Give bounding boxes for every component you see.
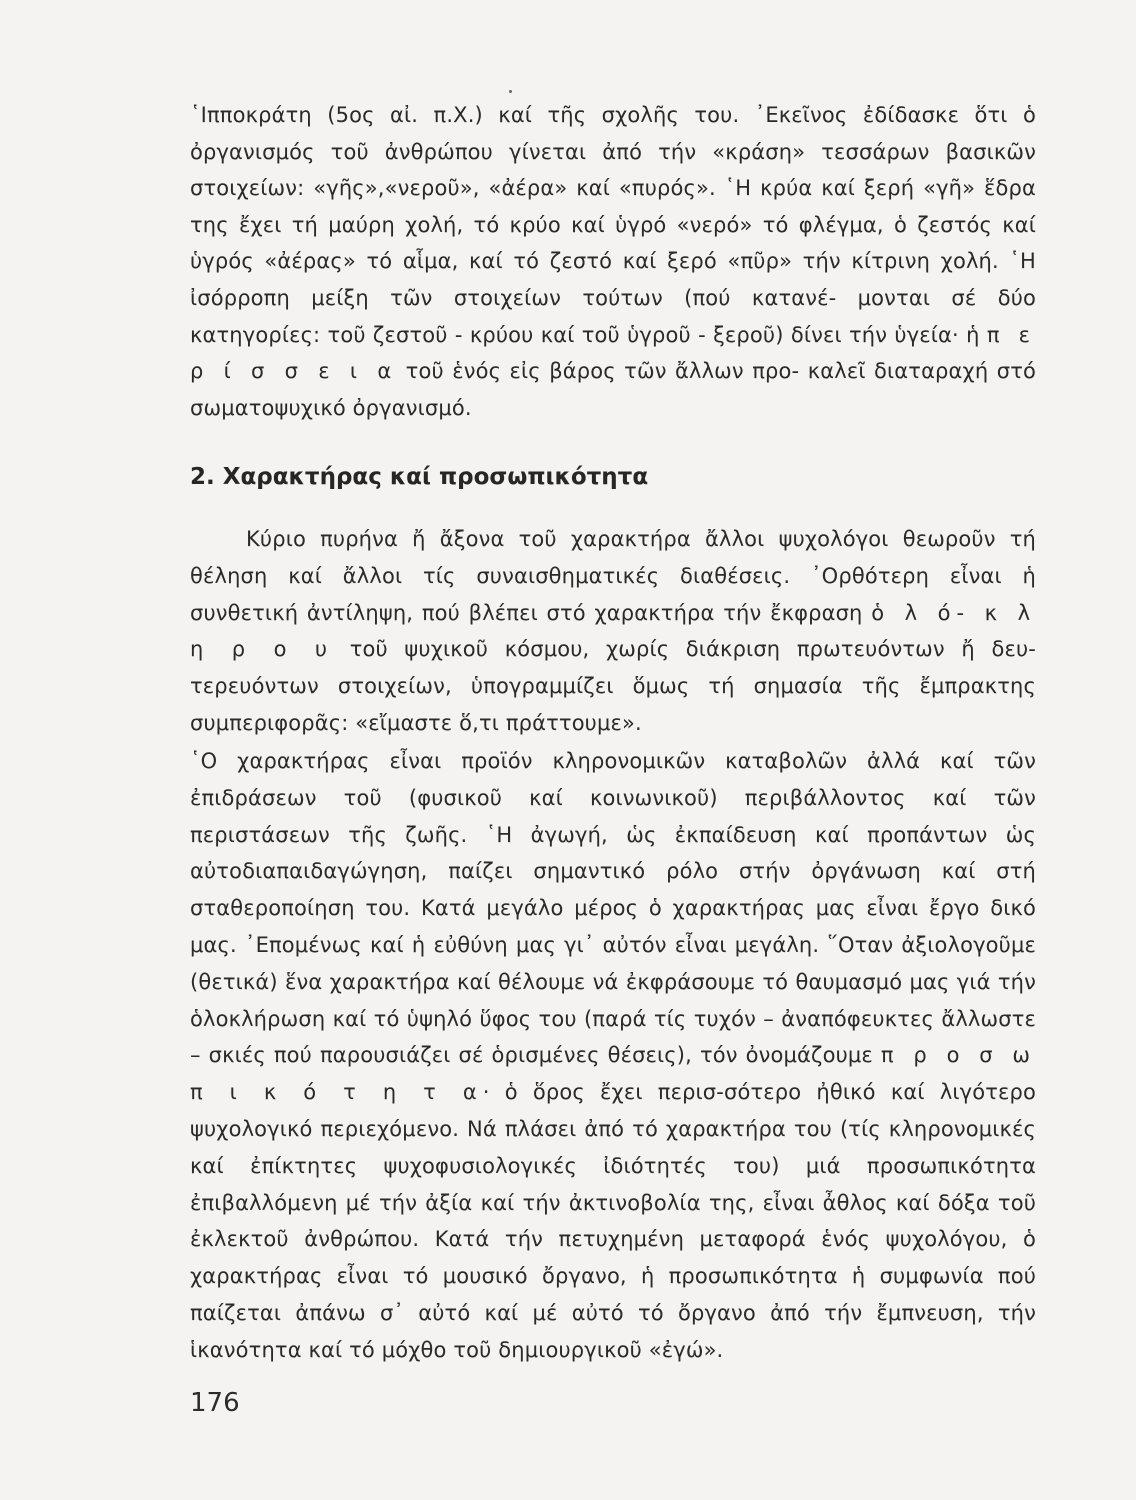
line: δίνει τήν ὑγεία· ἡ <box>790 322 980 347</box>
line: ὀργανισμός τοῦ ἀνθρώπου γίνεται ἀπό τήν «κράση» τεσσάρων βασικῶν <box>190 139 1036 164</box>
line: μονται σέ δύο κατηγορίες: τοῦ ζεστοῦ - κρύου καί τοῦ ὑγροῦ - ξεροῦ) <box>190 285 1036 347</box>
line: ζεστός καί ὑγρός «ἀέρας» τό αἷμα, καί τό ζεστό καί ξερό «πῦρ» τήν <box>190 212 1037 274</box>
page-number: 176 <box>190 1388 240 1418</box>
paragraph-character-core <box>190 521 1036 742</box>
line: ἕδρα της ἔχει τή μαύρη χολή, τό κρύο καί ὑγρό «νερό» τό φλέγμα, ὁ <box>190 176 1036 237</box>
text-run: ῾Ο χαρακτήρας εἶναι προϊόν κληρονομικῶν καταβολῶν ἀλλά καί τῶν ἐπιδράσεων τοῦ (φυσικοῦ καί κοινωνικοῦ) περιβάλλοντος καί τῶν περιστάσεων τῆς ζωῆς. ῾Η ἀγωγή, ὡς ἐκπαίδευση καί προπάντων ὡς αὐτοδιαπαιδαγώγηση, παίζει σημαντικό ρόλο στήν ὀργάνωση καί στή σταθεροποίηση του. Κατά μεγάλο μέρος ὁ χαρακτήρας μας εἶναι ἔργο δικό μας. ᾿Επομένως καί ἡ εὐθύνη μας γι᾿ αὐτόν εἶναι μεγάλη. ῞Οταν ἀξιολογοῦμε (θετικά) ἕνα χαρακτήρα καί θέλουμε νά ἐκφράσουμε τό θαυμασμό μας γιά τήν ὁλοκλήρωση καί τό ὑψηλό ὕφος του (παρά τίς τυχόν – ἀναπόφευκτες ἄλλωστε – σκιές πού παρουσιάζει σέ ὁρισμένες θέσεις), τόν ὀνομάζουμε <box>190 749 1036 1068</box>
emphasized-word: π ε ρ ί σ σ ε ι α <box>190 322 1037 384</box>
paragraph-hippocrates <box>190 97 1036 426</box>
emphasized-word: ὁ λ ό- κ λ η ρ ο υ <box>190 600 1036 662</box>
section-heading: 2. Χαρακτήρας καί προσωπικότητα <box>190 464 649 490</box>
text-run: · ὁ ὅρος ἔχει περισ-σότερο ἠθικό καί λιγότερο ψυχολογικό περιεχόμενο. Νά πλάσει ἀπό τό χαρακτήρα του (τίς κληρονομικές καί ἐπίκτητες ψυχοφυσιολογικές ἰδιότητές του) μιά προσωπικότητα ἐπιβαλλόμενη μέ τήν ἀξία καί τήν ἀκτινοβολία της, εἶναι ἆθλος καί δόξα τοῦ ἐκλεκτοῦ ἀνθρώπου. Κατά τήν πετυχημένη μεταφορά ἑνός ψυχολόγου, ὁ χαρακτήρας εἶναι τό μουσικό ὄργανο, ἡ προσωπικότητα ἡ συμφωνία πού παίζεται ἀπάνω σ᾿ αὐτό καί μέ αὐτό τό ὄργανο ἀπό τήν ἔμπνευση, τήν ἱκανότητα καί τό μόχθο τοῦ δημιουργικοῦ «ἐγώ». <box>190 1080 1036 1362</box>
emphasized-word: π ρ ο σ ω π ι κ ό τ η τ α <box>190 1043 1037 1105</box>
line: στοιχείων: «γῆς»,«νεροῦ», «ἀέρα» καί «πυρός». ῾Η κρύα καί ξερή «γῆ» <box>190 176 976 201</box>
line: τοῦ ἑνός εἰς βάρος τῶν ἄλλων προ- <box>397 359 800 384</box>
text-run: Κύριο πυρήνα ἤ ἄξονα τοῦ χαρακτήρα ἄλλοι ψυχολόγοι θεωροῦν τή θέληση καί ἄλλοι τίς συναισθηματικές διαθέσεις. ᾿Ορθότερη εἶναι ἡ συνθετική ἀντίληψη, πού βλέπει στό χαρακτήρα τήν ἔκφραση <box>190 527 1036 625</box>
line: ῾Ιπποκράτη (5ος αἰ. π.Χ.) καί τῆς σχολῆς του. ᾿Εκεῖνος ἐδίδασκε ὅτι ὁ <box>190 103 1036 127</box>
line: κίτρινη χολή. ῾Η ἰσόρροπη μείξη τῶν στοιχείων τούτων (πού κατανέ- <box>190 249 1036 310</box>
line: καλεῖ διαταραχή στό σωματοψυχικό ὀργανισμό. <box>190 359 1036 420</box>
ink-speck <box>509 90 512 93</box>
paragraph-character-personality <box>190 743 1036 1369</box>
text-run: τοῦ ψυχικοῦ κόσμου, χωρίς διάκριση πρωτευόντων ἤ δευ-τερευόντων στοιχείων, ὑπογραμμίζει ὅμως τή σημασία τῆς ἔμπρακτης συμπεριφορᾶς: «εἴμαστε ὅ,τι πράττουμε». <box>190 637 1036 735</box>
